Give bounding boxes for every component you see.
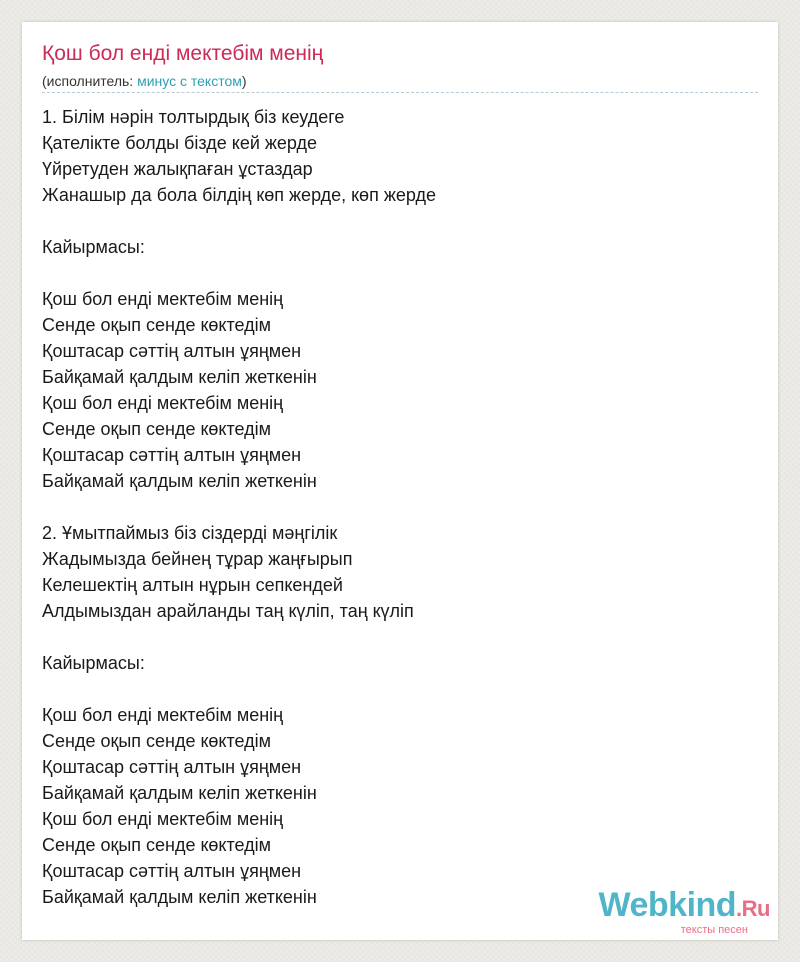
lyrics-line: Қош бол енді мектебім менің <box>42 289 284 309</box>
lyrics-text <box>42 104 742 910</box>
lyrics-line: Жадымызда бейнең тұрар жаңғырып <box>42 549 353 569</box>
lyrics-line: Сенде оқып сенде көктедім <box>42 835 271 855</box>
lyrics-line: Сенде оқып сенде көктедім <box>42 419 271 439</box>
lyrics-line: Кайырмасы: <box>42 653 145 673</box>
lyrics-line: Байқамай қалдым келіп жеткенін <box>42 783 317 803</box>
lyrics-card <box>22 22 778 940</box>
lyrics-line: Қош бол енді мектебім менің <box>42 705 284 725</box>
lyrics-line: Байқамай қалдым келіп жеткенін <box>42 367 317 387</box>
lyrics-line: Келешектің алтын нұрын сепкендей <box>42 575 343 595</box>
lyrics-line: Қоштасар сәттің алтын ұяңмен <box>42 341 302 361</box>
artist-link[interactable]: минус с текстом <box>137 73 242 89</box>
watermark-brand <box>599 888 771 926</box>
lyrics-line: Сенде оқып сенде көктедім <box>42 731 271 751</box>
lyrics-line: Алдымыздан арайланды таң күліп, таң күліп <box>42 601 414 621</box>
lyrics-blank-line <box>42 676 742 702</box>
lyrics-line: Кайырмасы: <box>42 237 145 257</box>
song-title: Қош бол енді мектебім менің <box>42 42 324 65</box>
lyrics-line: Қош бол енді мектебім менің <box>42 809 284 829</box>
lyrics-blank-line <box>42 624 742 650</box>
lyrics-line: Қоштасар сәттің алтын ұяңмен <box>42 445 302 465</box>
lyrics-blank-line <box>42 260 742 286</box>
lyrics-line: Байқамай қалдым келіп жеткенін <box>42 471 317 491</box>
lyrics-line: Үйретуден жалықпаған ұстаздар <box>42 159 313 179</box>
lyrics-line: Қош бол енді мектебім менің <box>42 393 284 413</box>
artist-prefix: (исполнитель: <box>42 73 138 89</box>
lyrics-blank-line <box>42 494 742 520</box>
watermark-tld: .Ru <box>736 896 770 921</box>
lyrics-line: Жанашыр да бола білдің көп жерде, көп жерде <box>42 185 436 205</box>
lyrics-line: Сенде оқып сенде көктедім <box>42 315 271 335</box>
lyrics-line: Қателікте болды бізде кей жерде <box>42 133 318 153</box>
watermark-logo <box>599 888 771 936</box>
lyrics-line: 1. Білім нәрін толтырдық біз кеудеге <box>42 107 345 127</box>
lyrics-blank-line <box>42 208 742 234</box>
lyrics-line: Қоштасар сәттің алтын ұяңмен <box>42 757 302 777</box>
watermark-brand-name: Webkind <box>598 886 737 924</box>
divider <box>42 92 758 93</box>
lyrics-line: Байқамай қалдым келіп жеткенін <box>42 887 317 907</box>
lyrics-line: 2. Ұмытпаймыз біз сіздерді мәңгілік <box>42 523 338 543</box>
watermark-tagline: тексты песен <box>680 924 748 936</box>
artist-suffix: ) <box>241 73 247 89</box>
lyrics-line: Қоштасар сәттің алтын ұяңмен <box>42 861 302 881</box>
artist-line <box>42 73 247 89</box>
